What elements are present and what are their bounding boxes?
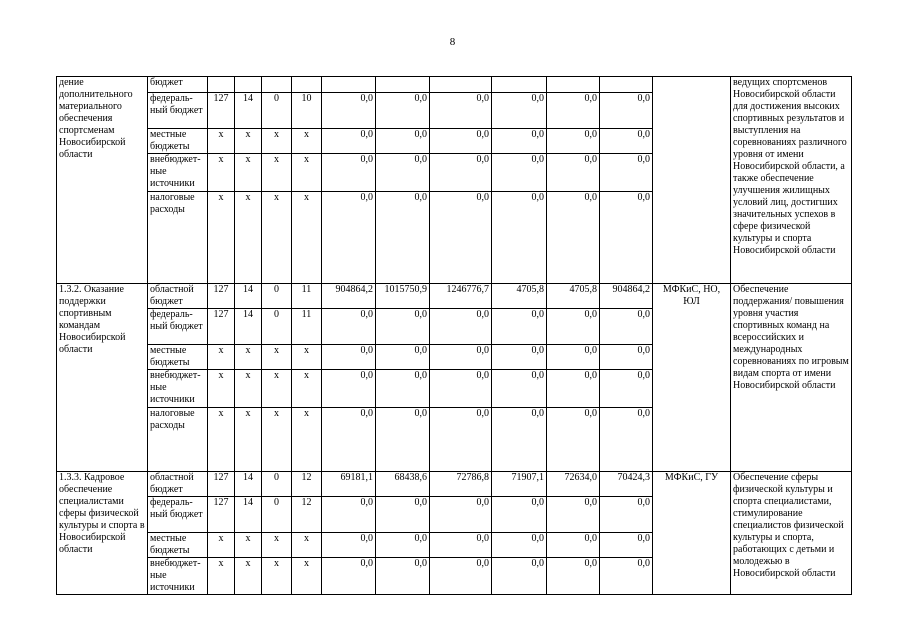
budget-code-cell: 10 — [292, 93, 322, 129]
amount-cell: 0,0 — [430, 129, 492, 154]
amount-cell: 904864,2 — [322, 284, 376, 309]
amount-cell: 0,0 — [600, 533, 653, 558]
budget-code-cell: 11 — [292, 309, 322, 345]
amount-cell: 0,0 — [547, 408, 600, 472]
budget-code-cell: 14 — [235, 309, 262, 345]
amount-cell — [600, 77, 653, 93]
amount-cell: 0,0 — [376, 497, 430, 533]
amount-cell: 0,0 — [376, 345, 430, 370]
budget-table — [56, 76, 852, 595]
budget-code-cell: x — [208, 533, 235, 558]
amount-cell: 0,0 — [492, 497, 547, 533]
amount-cell: 0,0 — [376, 154, 430, 192]
budget-code-cell: 127 — [208, 93, 235, 129]
budget-code-cell: x — [208, 192, 235, 284]
funding-source-cell: внебюджет-ные источники — [148, 154, 208, 192]
funding-source-cell: федераль-ный бюджет — [148, 497, 208, 533]
amount-cell: 0,0 — [492, 408, 547, 472]
amount-cell: 0,0 — [547, 497, 600, 533]
budget-code-cell: 127 — [208, 497, 235, 533]
amount-cell: 0,0 — [547, 558, 600, 595]
amount-cell: 0,0 — [322, 345, 376, 370]
amount-cell: 69181,1 — [322, 472, 376, 497]
funding-source-cell: областной бюджет — [148, 284, 208, 309]
amount-cell: 0,0 — [322, 370, 376, 408]
funding-source-cell: местные бюджеты — [148, 533, 208, 558]
budget-code-cell: x — [235, 154, 262, 192]
amount-cell: 0,0 — [547, 154, 600, 192]
budget-code-cell — [208, 77, 235, 93]
budget-code-cell: 127 — [208, 284, 235, 309]
executor-cell: МФКиС, НО, ЮЛ — [653, 284, 731, 472]
budget-code-cell: 0 — [262, 93, 292, 129]
funding-source-cell: областной бюджет — [148, 472, 208, 497]
amount-cell: 0,0 — [600, 345, 653, 370]
amount-cell: 0,0 — [492, 558, 547, 595]
amount-cell — [322, 77, 376, 93]
amount-cell — [492, 77, 547, 93]
budget-code-cell: x — [235, 533, 262, 558]
expected-result-cell: Обеспечение поддержания/ повышения уровня участия спортивных команд на всероссийских и международных соревнованиях по игровым видам спорта от имени Новосибирской области — [731, 284, 852, 472]
amount-cell: 0,0 — [600, 558, 653, 595]
budget-code-cell: x — [292, 533, 322, 558]
budget-code-cell: x — [208, 408, 235, 472]
amount-cell: 0,0 — [322, 533, 376, 558]
funding-source-cell: налоговые расходы — [148, 192, 208, 284]
amount-cell: 0,0 — [376, 533, 430, 558]
amount-cell: 0,0 — [547, 192, 600, 284]
amount-cell: 0,0 — [322, 129, 376, 154]
budget-code-cell: x — [208, 345, 235, 370]
budget-code-cell: x — [235, 558, 262, 595]
budget-code-cell: x — [262, 533, 292, 558]
executor-cell — [653, 77, 731, 284]
funding-source-cell: внебюджет-ные источники — [148, 370, 208, 408]
budget-code-cell: x — [292, 558, 322, 595]
budget-code-cell: 12 — [292, 497, 322, 533]
budget-code-cell: x — [292, 345, 322, 370]
budget-code-cell: x — [292, 192, 322, 284]
table-row — [57, 284, 852, 309]
amount-cell: 0,0 — [492, 533, 547, 558]
budget-code-cell — [235, 77, 262, 93]
amount-cell: 1246776,7 — [430, 284, 492, 309]
budget-code-cell: x — [292, 129, 322, 154]
budget-code-cell: 127 — [208, 472, 235, 497]
page-number: 8 — [449, 36, 456, 48]
amount-cell: 0,0 — [600, 370, 653, 408]
funding-source-cell: внебюджет-ные источники — [148, 558, 208, 595]
amount-cell: 0,0 — [430, 309, 492, 345]
budget-code-cell: x — [235, 192, 262, 284]
amount-cell: 72634,0 — [547, 472, 600, 497]
amount-cell: 0,0 — [547, 309, 600, 345]
amount-cell: 0,0 — [492, 370, 547, 408]
amount-cell: 0,0 — [376, 370, 430, 408]
funding-source-cell: налоговые расходы — [148, 408, 208, 472]
amount-cell: 0,0 — [376, 408, 430, 472]
amount-cell: 0,0 — [376, 93, 430, 129]
funding-source-cell: местные бюджеты — [148, 345, 208, 370]
budget-code-cell: 14 — [235, 497, 262, 533]
funding-source-cell: федераль-ный бюджет — [148, 309, 208, 345]
amount-cell: 0,0 — [322, 93, 376, 129]
amount-cell: 0,0 — [492, 93, 547, 129]
funding-source-cell: бюджет — [148, 77, 208, 93]
budget-code-cell: 12 — [292, 472, 322, 497]
budget-code-cell: x — [292, 408, 322, 472]
amount-cell: 4705,8 — [547, 284, 600, 309]
measure-name-cell: 1.3.3. Кадровое обеспечение специалистами сферы физической культуры и спорта в Новосибирской области — [57, 472, 148, 595]
budget-code-cell: 11 — [292, 284, 322, 309]
amount-cell: 0,0 — [376, 309, 430, 345]
measure-name-cell: 1.3.2. Оказание поддержки спортивным командам Новосибирской области — [57, 284, 148, 472]
amount-cell: 0,0 — [547, 370, 600, 408]
table-row — [57, 77, 852, 93]
budget-code-cell: x — [208, 370, 235, 408]
amount-cell: 0,0 — [600, 93, 653, 129]
budget-code-cell: x — [235, 370, 262, 408]
amount-cell: 0,0 — [430, 408, 492, 472]
amount-cell: 0,0 — [430, 497, 492, 533]
budget-code-cell: 14 — [235, 93, 262, 129]
amount-cell: 4705,8 — [492, 284, 547, 309]
amount-cell: 0,0 — [430, 533, 492, 558]
budget-code-cell: x — [235, 345, 262, 370]
amount-cell: 0,0 — [492, 154, 547, 192]
amount-cell: 0,0 — [547, 345, 600, 370]
funding-source-cell: федераль-ный бюджет — [148, 93, 208, 129]
budget-code-cell: 0 — [262, 284, 292, 309]
amount-cell: 0,0 — [492, 309, 547, 345]
budget-code-cell: x — [262, 408, 292, 472]
budget-code-cell — [262, 77, 292, 93]
amount-cell: 0,0 — [600, 408, 653, 472]
budget-code-cell: x — [292, 154, 322, 192]
budget-code-cell: x — [262, 345, 292, 370]
amount-cell: 0,0 — [376, 558, 430, 595]
amount-cell: 0,0 — [430, 154, 492, 192]
amount-cell — [376, 77, 430, 93]
amount-cell: 68438,6 — [376, 472, 430, 497]
budget-code-cell: x — [262, 192, 292, 284]
amount-cell: 0,0 — [322, 497, 376, 533]
budget-code-cell: x — [262, 129, 292, 154]
budget-code-cell: 0 — [262, 472, 292, 497]
budget-code-cell: 0 — [262, 309, 292, 345]
amount-cell: 0,0 — [322, 558, 376, 595]
budget-code-cell: x — [235, 408, 262, 472]
amount-cell: 0,0 — [376, 129, 430, 154]
amount-cell: 0,0 — [600, 192, 653, 284]
funding-source-cell: местные бюджеты — [148, 129, 208, 154]
budget-code-cell: 14 — [235, 284, 262, 309]
amount-cell: 0,0 — [322, 309, 376, 345]
amount-cell: 904864,2 — [600, 284, 653, 309]
amount-cell: 0,0 — [547, 129, 600, 154]
budget-code-cell: x — [262, 558, 292, 595]
expected-result-cell: Обеспечение сферы физической культуры и спорта специалистами, стимулирование специалистов физической культуры и спорта, работающих с детьми и молодежью в Новосибирской области — [731, 472, 852, 595]
budget-code-cell — [292, 77, 322, 93]
budget-code-cell: x — [262, 370, 292, 408]
amount-cell: 0,0 — [547, 533, 600, 558]
budget-code-cell: 0 — [262, 497, 292, 533]
amount-cell: 0,0 — [376, 192, 430, 284]
amount-cell — [430, 77, 492, 93]
amount-cell — [547, 77, 600, 93]
amount-cell: 0,0 — [492, 192, 547, 284]
amount-cell: 71907,1 — [492, 472, 547, 497]
amount-cell: 70424,3 — [600, 472, 653, 497]
budget-code-cell: x — [208, 154, 235, 192]
amount-cell: 0,0 — [547, 93, 600, 129]
amount-cell: 0,0 — [492, 129, 547, 154]
amount-cell: 0,0 — [600, 497, 653, 533]
amount-cell: 0,0 — [322, 154, 376, 192]
amount-cell: 0,0 — [430, 345, 492, 370]
amount-cell: 0,0 — [322, 192, 376, 284]
amount-cell: 0,0 — [430, 93, 492, 129]
executor-cell: МФКиС, ГУ — [653, 472, 731, 595]
amount-cell: 1015750,9 — [376, 284, 430, 309]
amount-cell: 0,0 — [430, 558, 492, 595]
amount-cell: 0,0 — [600, 309, 653, 345]
budget-code-cell: x — [235, 129, 262, 154]
amount-cell: 0,0 — [322, 408, 376, 472]
expected-result-cell: ведущих спортсменов Новосибирской области для достижения высоких спортивных результатов и выступления на соревнованиях различного уровня от имени Новосибирской области, а также обеспечение улучшения жилищных условий лиц, достигших значительных успехов в сфере физической культуры и спорта Новосибирской области — [731, 77, 852, 284]
budget-code-cell: x — [262, 154, 292, 192]
amount-cell: 0,0 — [430, 192, 492, 284]
budget-code-cell: x — [208, 558, 235, 595]
amount-cell: 0,0 — [430, 370, 492, 408]
amount-cell: 0,0 — [492, 345, 547, 370]
budget-code-cell: 14 — [235, 472, 262, 497]
amount-cell: 0,0 — [600, 154, 653, 192]
table-row — [57, 472, 852, 497]
amount-cell: 0,0 — [600, 129, 653, 154]
measure-name-cell: дение дополнительного материального обеспечения спортсменам Новосибирской области — [57, 77, 148, 284]
budget-code-cell: x — [208, 129, 235, 154]
budget-code-cell: 127 — [208, 309, 235, 345]
amount-cell: 72786,8 — [430, 472, 492, 497]
budget-code-cell: x — [292, 370, 322, 408]
